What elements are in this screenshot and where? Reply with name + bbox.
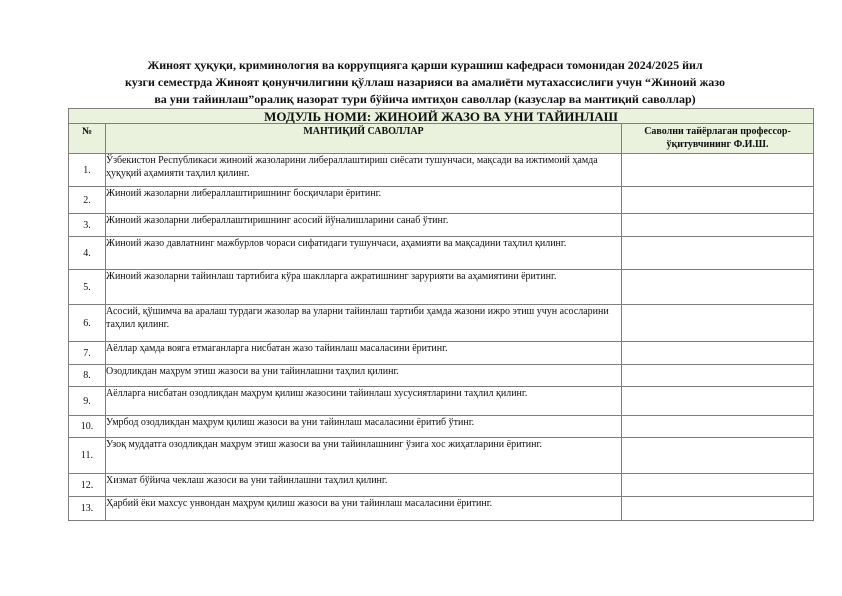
table-row xyxy=(69,237,814,270)
row-number: 1. xyxy=(69,154,106,187)
row-question: Аёллар ҳамда вояга етмаганларга нисбатан жазо тайинлаш масаласини ёритинг. xyxy=(106,342,622,365)
row-question: Жиноий жазоларни либераллаштиришнинг асосий йўналишларини санаб ўтинг. xyxy=(106,214,622,237)
row-professor xyxy=(622,497,814,521)
row-professor xyxy=(622,365,814,387)
row-question: Аёлларга нисбатан озодликдан маҳрум қилиш жазосини тайинлаш хусусиятларини таҳлил қилинг. xyxy=(106,387,622,416)
row-professor xyxy=(622,187,814,214)
row-question: Жиноий жазо давлатнинг мажбурлов чораси сифатидаги тушунчаси, аҳамияти ва мақсадини таҳлил қилинг. xyxy=(106,237,622,270)
column-header-professor xyxy=(622,124,814,154)
row-question: Узоқ муддатга озодликдан маҳрум этиш жазоси ва уни тайинлашнинг ўзига хос жиҳатларини ёритинг. xyxy=(106,438,622,474)
questions-table xyxy=(68,108,814,521)
header-line-3: ва уни тайинлаш”оралиқ назорат тури бўйича имтиҳон саволлар (казуслар ва мантиқий саволлар) xyxy=(154,92,696,106)
row-question: Асосий, қўшимча ва аралаш турдаги жазолар ва уларни тайинлаш тартиби ҳамда жазони ижро этиш учун асосларини таҳлил қилинг. xyxy=(106,305,622,342)
column-header-row xyxy=(69,124,814,154)
row-question: Хизмат бўйича чеклаш жазоси ва уни тайинлашни таҳлил қилинг. xyxy=(106,474,622,497)
row-number: 3. xyxy=(69,214,106,237)
row-question: Жиноий жазоларни тайинлаш тартибига кўра шаклларга ажратишнинг зарурияти ва аҳамиятини ёритинг. xyxy=(106,270,622,305)
table-row xyxy=(69,438,814,474)
document-header xyxy=(60,57,790,108)
row-number: 11. xyxy=(69,438,106,474)
row-question: Жиноий жазоларни либераллаштиришнинг босқичлари ёритинг. xyxy=(106,187,622,214)
row-professor xyxy=(622,438,814,474)
table-row xyxy=(69,497,814,521)
table-row xyxy=(69,214,814,237)
column-header-number: № xyxy=(69,124,106,154)
table-row xyxy=(69,154,814,187)
row-professor xyxy=(622,474,814,497)
row-professor xyxy=(622,270,814,305)
row-professor xyxy=(622,416,814,438)
column-header-professor-line-1: Саволни тайёрлаган профессор- xyxy=(644,126,791,137)
row-number: 9. xyxy=(69,387,106,416)
row-number: 4. xyxy=(69,237,106,270)
row-professor xyxy=(622,342,814,365)
header-line-2: кузги семестрда Жиноят қонунчилигини қўллаш назарияси ва амалиёти мутахассислиги учун “Жиноий жазо xyxy=(124,75,726,89)
table-row xyxy=(69,365,814,387)
row-professor xyxy=(622,305,814,342)
row-number: 8. xyxy=(69,365,106,387)
module-title-row xyxy=(69,109,814,124)
table-row xyxy=(69,270,814,305)
table-row xyxy=(69,305,814,342)
row-question: Озодликдан маҳрум этиш жазоси ва уни тайинлашни таҳлил қилинг. xyxy=(106,365,622,387)
row-professor xyxy=(622,154,814,187)
row-number: 12. xyxy=(69,474,106,497)
row-number: 10. xyxy=(69,416,106,438)
table-row xyxy=(69,387,814,416)
row-number: 7. xyxy=(69,342,106,365)
row-professor xyxy=(622,237,814,270)
row-number: 13. xyxy=(69,497,106,521)
column-header-questions: МАНТИҚИЙ САВОЛЛАР xyxy=(106,124,622,154)
row-question: Ҳарбий ёки махсус унвондан маҳрум қилиш жазоси ва уни тайинлаш масаласини ёритинг. xyxy=(106,497,622,521)
row-number: 2. xyxy=(69,187,106,214)
table-row xyxy=(69,474,814,497)
row-professor xyxy=(622,214,814,237)
table-row xyxy=(69,342,814,365)
module-title: МОДУЛЬ НОМИ: ЖИНОИЙ ЖАЗО ВА УНИ ТАЙИНЛАШ xyxy=(69,109,814,124)
table-row xyxy=(69,416,814,438)
header-line-1: Жиноят ҳуқуқи, криминология ва коррупцияга қарши курашиш кафедраси томонидан 2024/2025 йил xyxy=(147,58,703,72)
row-question: Ўзбекистон Республикаси жиноий жазоларини либераллаштириш сиёсати тушунчаси, мақсади ва ижтимоий ҳамда ҳуқуқий аҳамияти таҳлил қилинг. xyxy=(106,154,622,187)
row-number: 5. xyxy=(69,270,106,305)
table-row xyxy=(69,187,814,214)
row-professor xyxy=(622,387,814,416)
row-question: Умрбод озодликдан маҳрум қилиш жазоси ва уни тайинлаш масаласини ёритиб ўтинг. xyxy=(106,416,622,438)
column-header-professor-line-2: ўқитувчининг Ф.И.Ш. xyxy=(666,139,769,150)
row-number: 6. xyxy=(69,305,106,342)
